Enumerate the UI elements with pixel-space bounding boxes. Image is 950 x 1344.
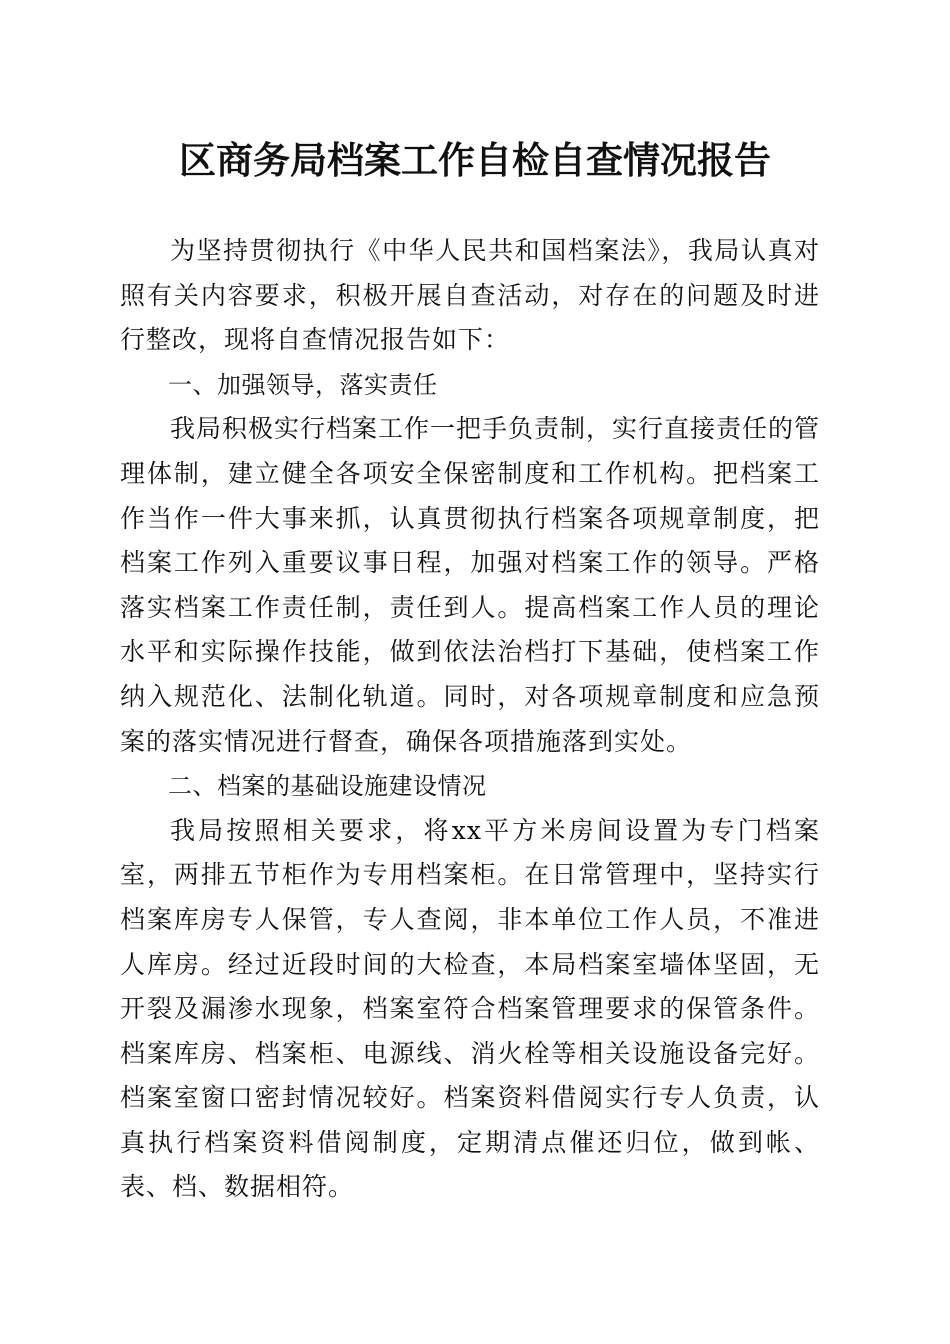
section-heading-infrastructure: 二、档案的基础设施建设情况 xyxy=(168,772,487,801)
intro-paragraph: 为坚持贯彻执行《中华人民共和国档案法》，我局认真对照有关内容要求，积极开展自查活动，对存在的问题及时进行整改，现将自查情况报告如下： xyxy=(120,236,820,355)
section-heading-leadership: 一、加强领导，落实责任 xyxy=(168,370,438,399)
section-body-leadership: 我局积极实行档案工作一把手负责制，实行直接责任的管理体制，建立健全各项安全保密制度和工作机构。把档案工作当作一件大事来抓，认真贯彻执行档案各项规章制度，把档案工作列入重要议事日程，加强对档案工作的领导。严格落实档案工作责任制，责任到人。提高档案工作人员的理论水平和实际操作技能，做到依法治档打下基础，使档案工作纳入规范化、法制化轨道。同时，对各项规章制度和应急预案的落实情况进行督查，确保各项措施落到实处。 xyxy=(120,414,821,756)
section-body-infrastructure: 我局按照相关要求，将xx平方米房间设置为专门档案室，两排五节柜作为专用档案柜。在日常管理中，坚持实行档案库房专人保管，专人查阅，非本单位工作人员，不准进人库房。经过近段时间的大检查，本局档案室墙体坚固，无开裂及漏渗水现象，档案室符合档案管理要求的保管条件。档案库房、档案柜、电源线、消火栓等相关设施设备完好。档案室窗口密封情况较好。档案资料借阅实行专人负责，认真执行档案资料借阅制度，定期清点催还归位，做到帐、表、档、数据相符。 xyxy=(120,815,820,1202)
document-title: 区商务局档案工作自检自查情况报告 xyxy=(179,138,771,182)
document-body xyxy=(120,229,820,1210)
